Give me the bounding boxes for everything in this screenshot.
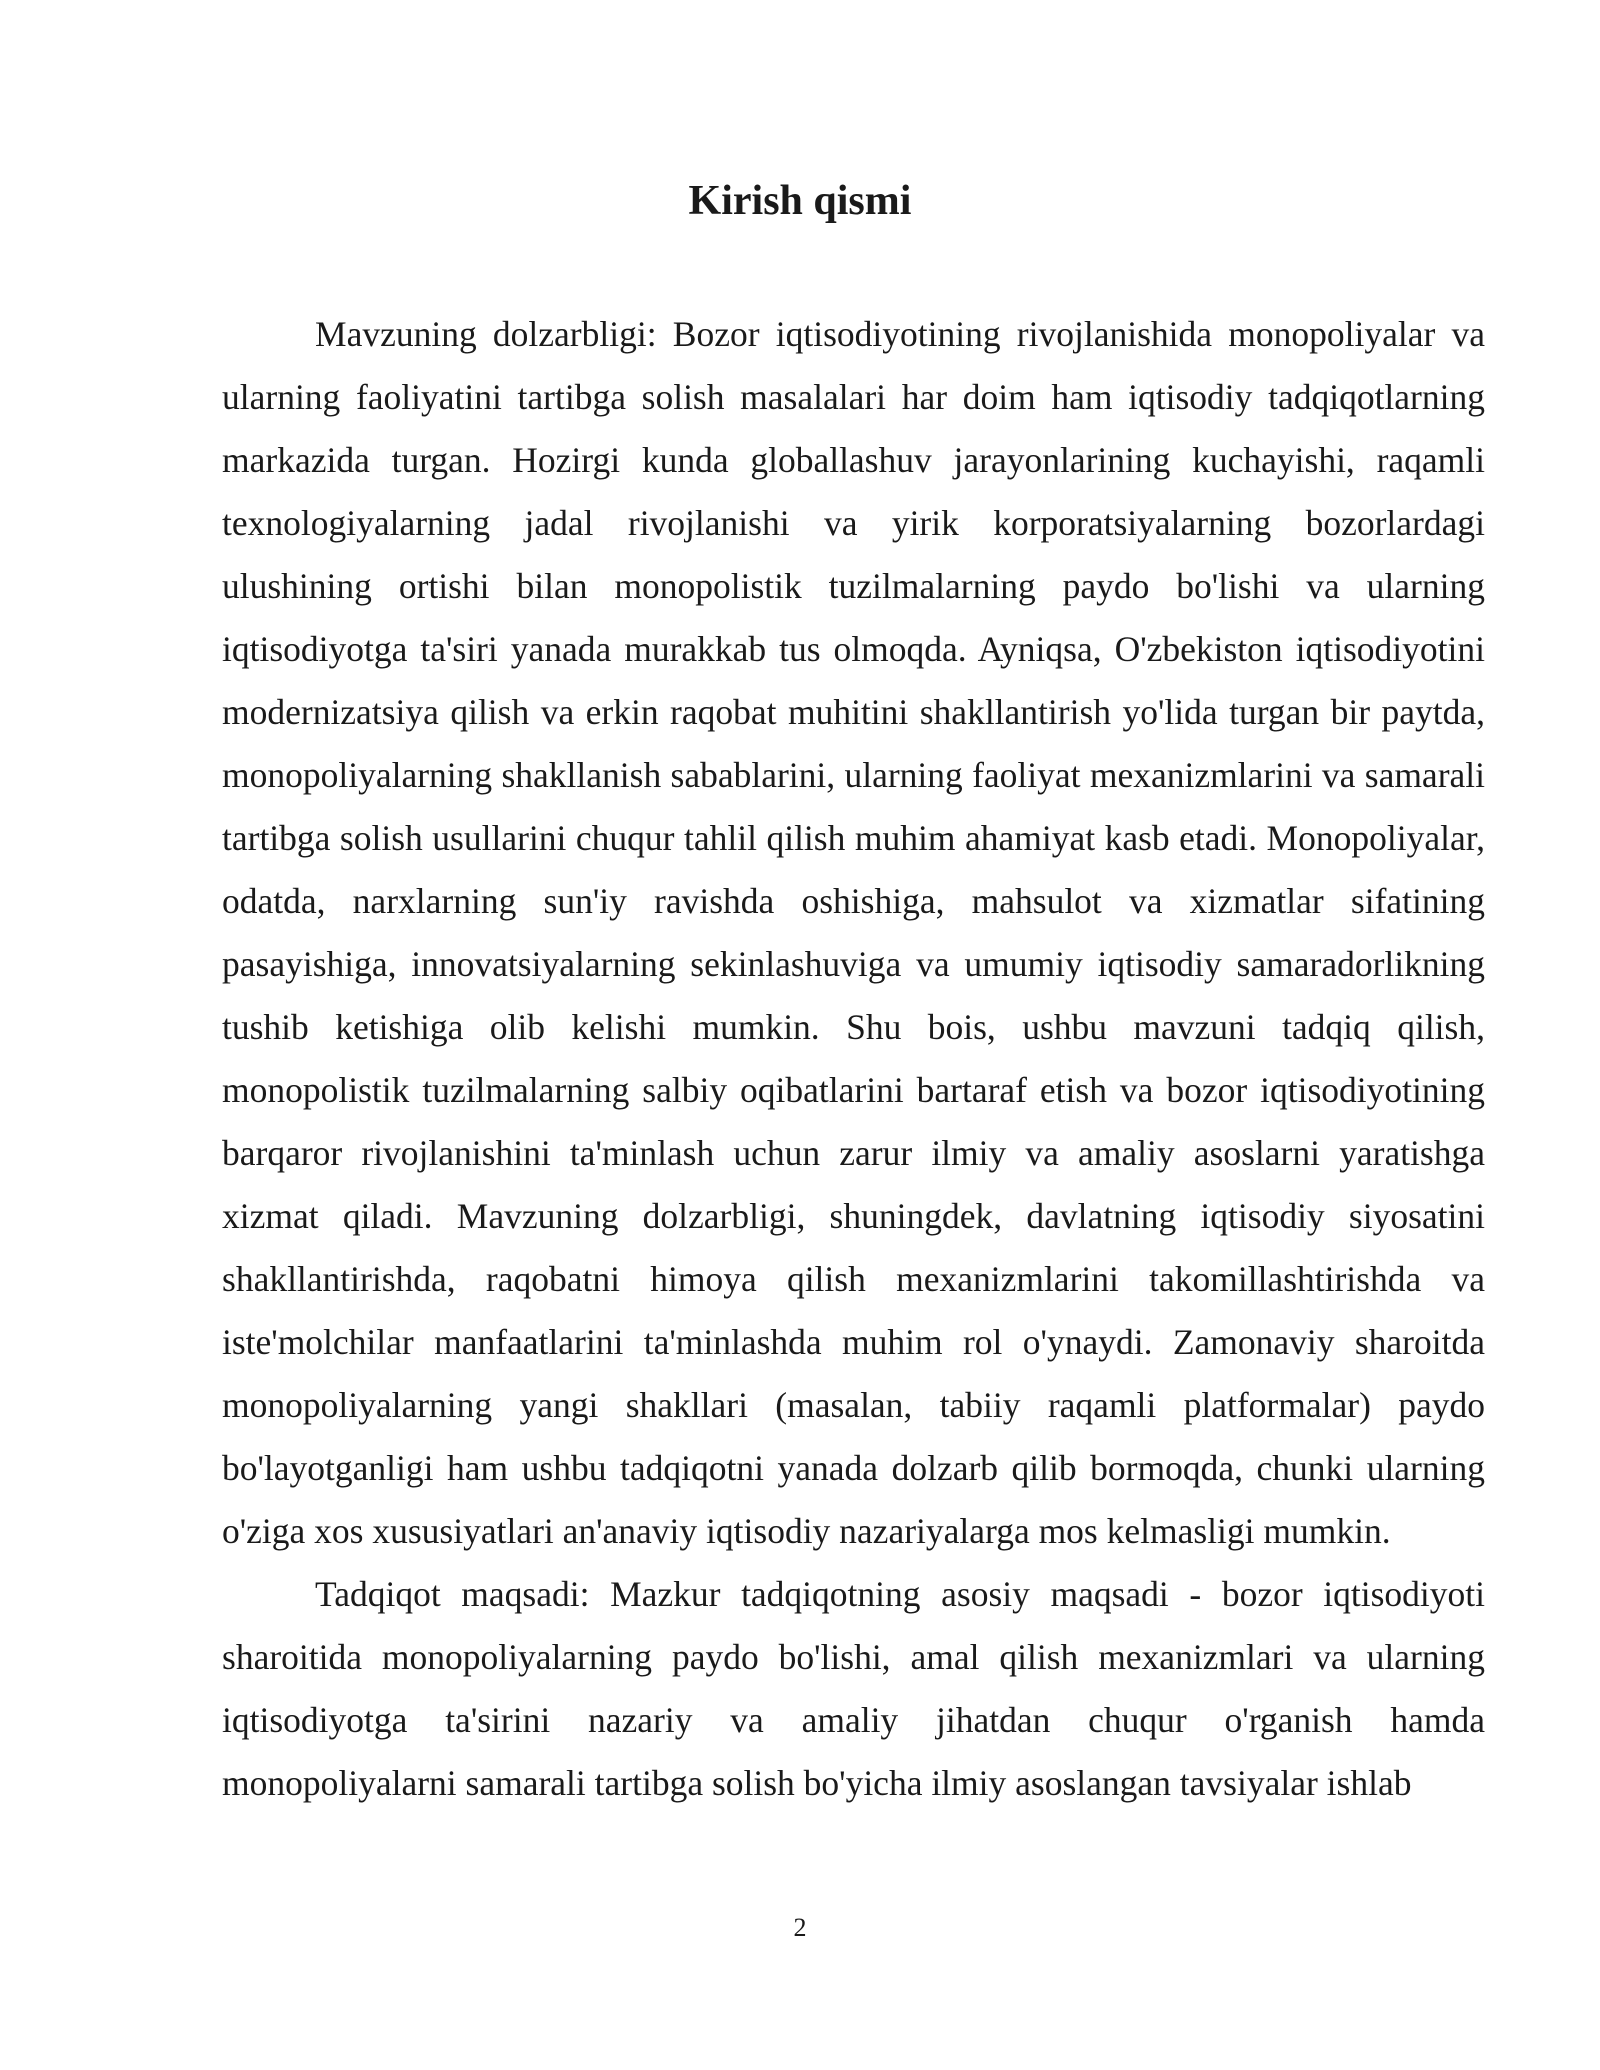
body-text: [222, 303, 1485, 1815]
page-number: 2: [793, 1913, 807, 1942]
paragraph-research-goal: Tadqiqot maqsadi: Mazkur tadqiqotning asosiy maqsadi - bozor iqtisodiyoti sharoitida monopoliyalarning paydo bo'lishi, amal qilish mexanizmlari va ularning iqtisodiyotga ta'sirini nazariy va amaliy jihatdan chuqur o'rganish hamda monopoliyalarni samarali tartibga solish bo'yicha ilmiy asoslangan tavsiyalar ishlab: [222, 1574, 1485, 1803]
paragraph-relevance: Mavzuning dolzarbligi: Bozor iqtisodiyotining rivojlanishida monopoliyalar va ularning faoliyatini tartibga solish masalalari har doim ham iqtisodiy tadqiqotlarning markazida turgan. Hozirgi kunda globallashuv jarayonlarining kuchayishi, raqamli texnologiyalarning jadal rivojlanishi va yirik korporatsiyalarning bozorlardagi ulushining ortishi bilan monopolistik tuzilmalarning paydo bo'lishi va ularning iqtisodiyotga ta'siri yanada murakkab tus olmoqda. Ayniqsa, O'zbekiston iqtisodiyotini modernizatsiya qilish va erkin raqobat muhitini shakllantirish yo'lida turgan bir paytda, monopoliyalarning shakllanish sabablarini, ularning faoliyat mexanizmlarini va samarali tartibga solish usullarini chuqur tahlil qilish muhim ahamiyat kasb etadi. Monopoliyalar, odatda, narxlarning sun'iy ravishda oshishiga, mahsulot va xizmatlar sifatining pasayishiga, innovatsiyalarning sekinlashuviga va umumiy iqtisodiy samaradorlikning tushib ketishiga olib kelishi mumkin. Shu bois, ushbu mavzuni tadqiq qilish, monopolistik tuzilmalarning salbiy oqibatlarini bartaraf etish va bozor iqtisodiyotining barqaror rivojlanishini ta'minlash uchun zarur ilmiy va amaliy asoslarni yaratishga xizmat qiladi. Mavzuning dolzarbligi, shuningdek, davlatning iqtisodiy siyosatini shakllantirishda, raqobatni himoya qilish mexanizmlarini takomillashtirishda va iste'molchilar manfaatlarini ta'minlashda muhim rol o'ynaydi. Zamonaviy sharoitda monopoliyalarning yangi shakllari (masalan, tabiiy raqamli platformalar) paydo bo'layotganligi ham ushbu tadqiqotni yanada dolzarb qilib bormoqda, chunki ularning o'ziga xos xususiyatlari an'anaviy iqtisodiy nazariyalarga mos kelmasligi mumkin.: [222, 314, 1485, 1551]
page-title: Kirish qismi: [688, 178, 912, 225]
